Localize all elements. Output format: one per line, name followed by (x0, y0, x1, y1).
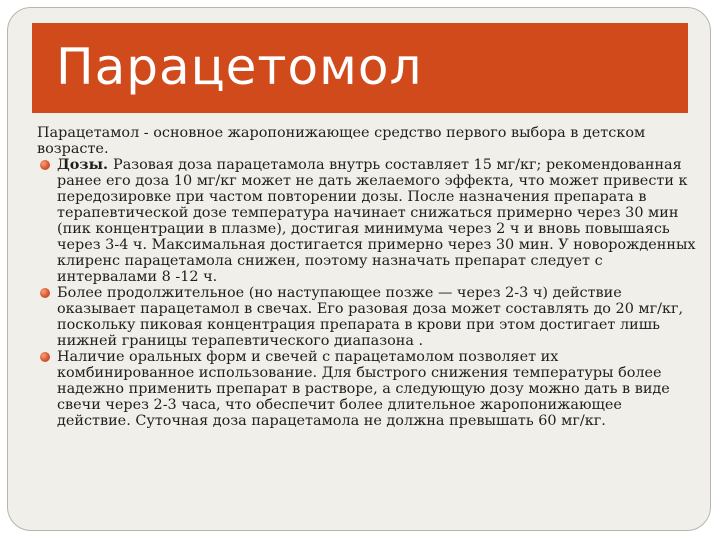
bullet-list (37, 157, 697, 429)
slide-content (37, 125, 697, 429)
bullet-lead: Дозы. (57, 156, 114, 173)
title-bar (32, 23, 688, 113)
bullet-item-combined-use (37, 349, 697, 429)
slide-title: Парацетомол (56, 38, 423, 96)
intro-paragraph: Парацетамол - основное жаропонижающее средство первого выбора в детском возрасте. (37, 125, 646, 157)
bullet-text: Наличие оральных форм и свечей с парацетамолом позволяет их комбинированное использование. Для быстрого снижения температуры более надежно применить препарат в растворе, а следующую дозу можно дать в виде свечи через 2-3 часа, что обеспечит более длительное жаропонижающее действие. Суточная доза парацетамола не должна превышать 60 мг/кг. (57, 349, 670, 429)
bullet-icon (40, 352, 50, 362)
bullet-item-doses (37, 157, 697, 285)
bullet-item-suppositories (37, 285, 697, 349)
slide-frame (7, 7, 711, 531)
bullet-text: Разовая доза парацетамола внутрь составляет 15 мг/кг; рекомендованная ранее его доза 10 мг/кг может не дать желаемого эффекта, что может привести к передозировке при частом повторении дозы. После назначения препарата в терапевтической дозе температура начинает снижаться примерно через 30 мин (пик концентрации в плазме), достигая минимума через 2 ч и вновь повышаясь через 3-4 ч. Максимальная достигается примерно через 30 мин. У новорожденных клиренс парацетамола снижен, поэтому назначать препарат следует с интервалами 8 -12 ч. (57, 157, 696, 285)
bullet-text: Более продолжительное (но наступающее позже — через 2-3 ч) действие оказывает парацетамол в свечах. Его разовая доза может составлять до 20 мг/кг, поскольку пиковая концентрация препарата в крови при этом достигает лишь нижней границы терапевтического диапазона . (57, 285, 684, 349)
bullet-icon (40, 160, 50, 170)
bullet-icon (40, 288, 50, 298)
